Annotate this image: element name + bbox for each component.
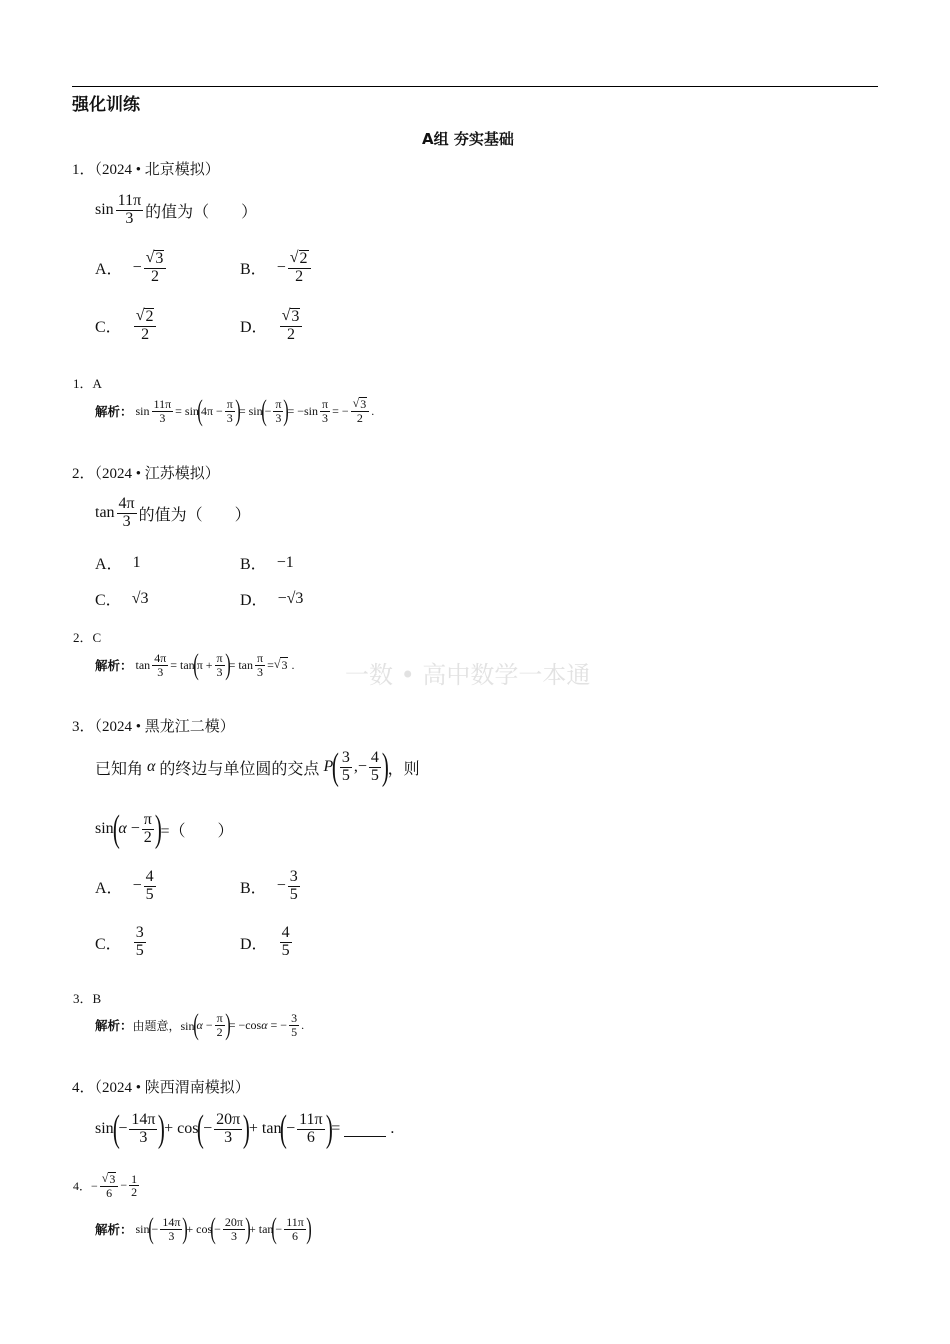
question-2-option-d[interactable]: D． −√3 [240, 589, 304, 609]
question-3-option-c[interactable]: C． $\frac{3}{5}$ [95, 924, 144, 959]
question-1-option-a[interactable]: A． − √ 3 2 [95, 250, 168, 286]
answer-2: 2．C [73, 630, 102, 645]
question-3-option-b[interactable]: B． − $\frac{3}{5}$ [240, 868, 298, 903]
solution-4: 解析： sin ( − $\frac{14\pi}{3}$ ) + cos ( − $\frac{20\pi}{3}$ ) + tan ( − $\frac{11\pi}{6}$ ) [95, 1212, 312, 1245]
group-title: A组 夯实基础 [422, 130, 514, 148]
solution-1: 解析： sin $\frac{11\pi}{3}$ = sin ( 4π − $\frac{\pi}{3}$ ) = sin ( − $\frac{\pi}{3}$ ) = −sin $\frac{\pi}{3}$ = − √ 3 2 . [95, 394, 375, 427]
watermark: 一数 • 高中数学一本通 [345, 661, 591, 689]
question-3-option-d[interactable]: D． $\frac{4}{5}$ [240, 924, 290, 959]
question-2-option-a[interactable]: A． 1 [95, 553, 141, 573]
question-3-stem: 已知角 α 的终边与单位圆的交点 P ( $\frac{3}{5}$ ,− $\frac{4}{5}$ ) ，则 [95, 746, 420, 788]
question-4-head: 4．（2024 • 陕西渭南模拟） [72, 1080, 250, 1096]
answer-1: 1．A [73, 376, 102, 391]
question-3-option-a[interactable]: A． − $\frac{4}{5}$ [95, 868, 154, 903]
question-2-option-b[interactable]: B． −1 [240, 553, 294, 573]
question-3-head: 3．（2024 • 黑龙江二模） [72, 719, 235, 735]
solution-2: 解析： tan $\frac{4\pi}{3}$ = tan ( π + $\frac{\pi}{3}$ ) = tan $\frac{\pi}{3}$ = √ 3 . [95, 648, 295, 681]
answer-3: 3．B [73, 991, 102, 1006]
question-1-head: 1．（2024 • 北京模拟） [72, 162, 220, 178]
solution-3: 解析： 由题意，sin ( α − $\frac{\pi}{2}$ ) = −cos α = − $\frac{3}{5}$ . [95, 1008, 305, 1041]
question-1-option-b[interactable]: B． − √ 2 2 [240, 250, 313, 286]
question-2-head: 2．（2024 • 江苏模拟） [72, 466, 220, 482]
question-2-stem: tan $\frac{4\pi}{3}$ 的值为（ ） [95, 495, 251, 530]
answer-blank[interactable] [344, 1122, 386, 1137]
question-3-stem2: sin ( α − $\frac{\pi}{2}$ ) =（ ） [95, 808, 234, 850]
section-title: 强化训练 [72, 95, 140, 115]
header-rule [72, 86, 878, 87]
question-4-stem: sin ( − $\frac{14\pi}{3}$ ) + cos ( − $\frac{20\pi}{3}$ ) + tan ( − $\frac{11\pi}{6}$ ) = . [95, 1108, 395, 1150]
question-1-stem: sin $\frac{11\pi}{3}$ 的值为（ ） [95, 192, 258, 227]
question-2-option-c[interactable]: C． √3 [95, 589, 149, 609]
question-1-option-d[interactable]: D． √ 3 2 [240, 308, 304, 344]
question-1-option-c[interactable]: C． √ 2 2 [95, 308, 158, 344]
answer-4: 4．− √ 3 6 − $\frac{1}{2}$ [73, 1171, 138, 1200]
